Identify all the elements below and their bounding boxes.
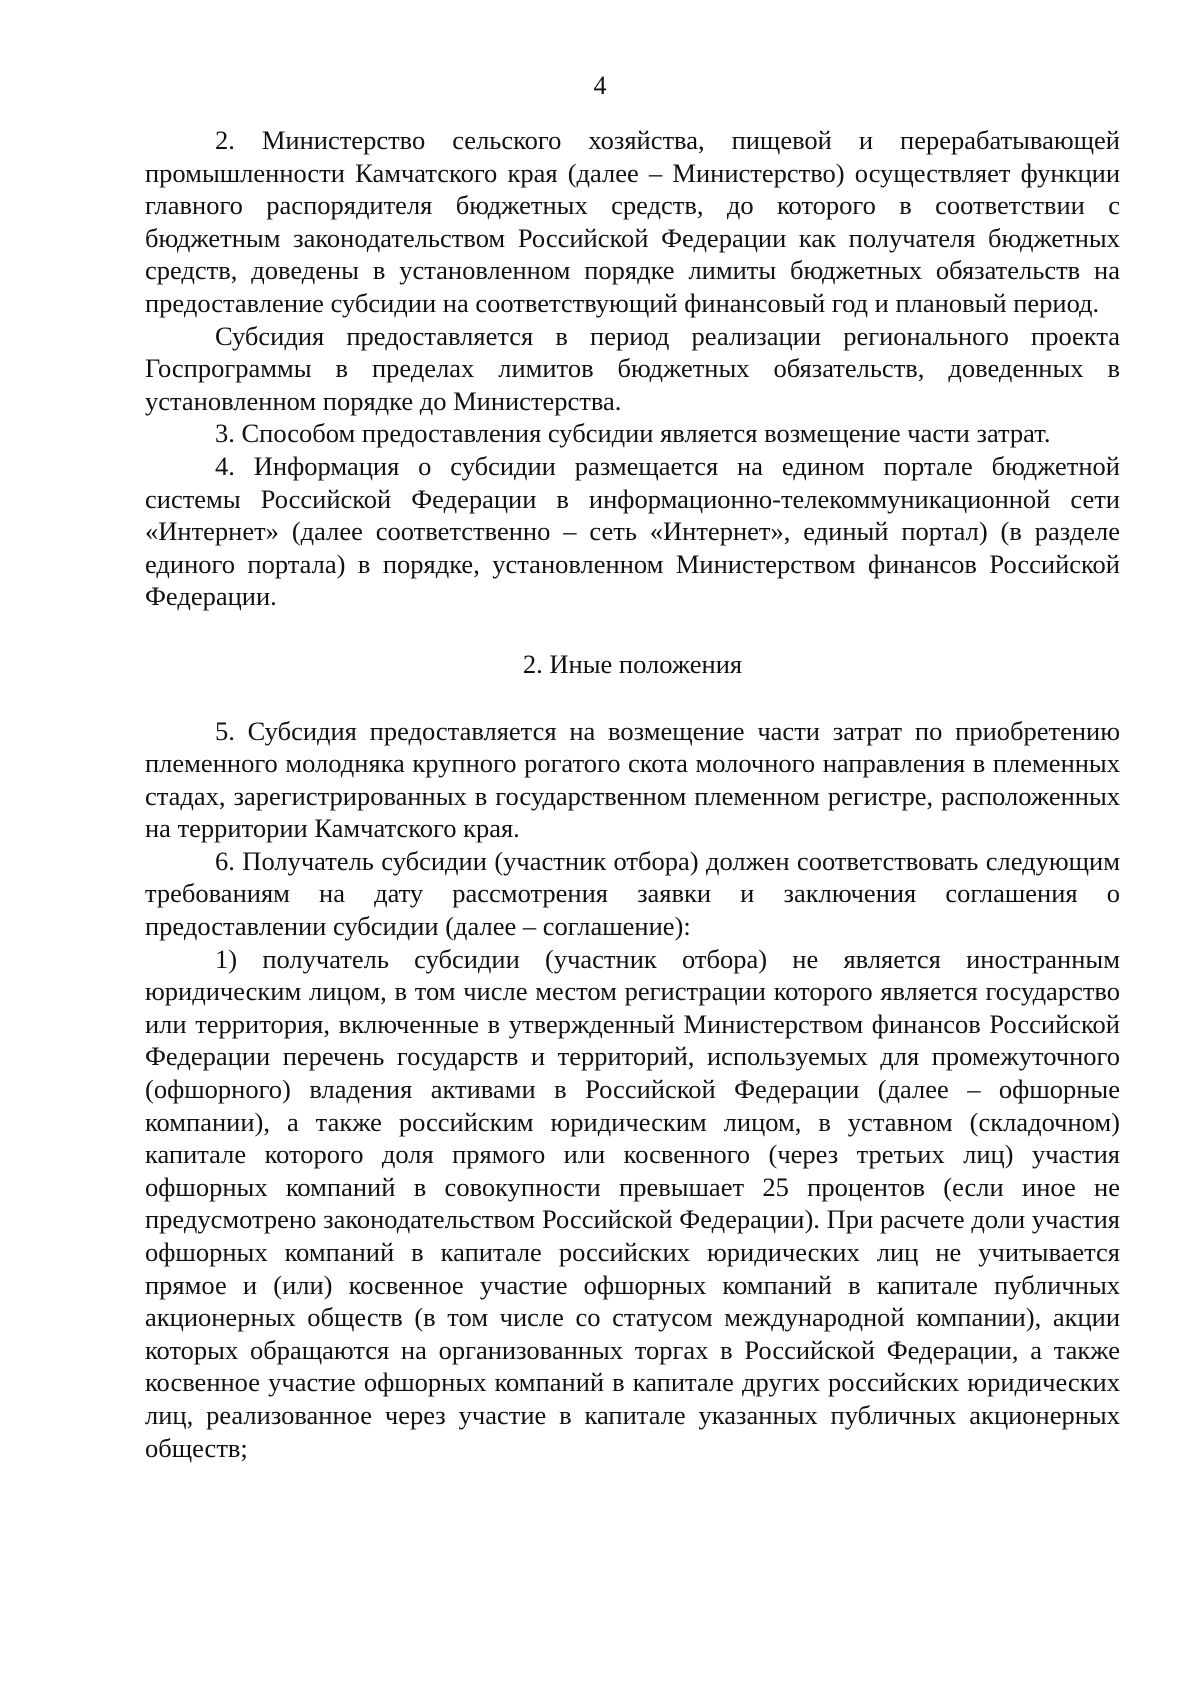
paragraph-3-method: 3. Способом предоставления субсидии является возмещение части затрат. [215,418,1051,449]
document-body [145,124,1120,1464]
page-number: 4 [593,71,607,100]
paragraph-subsidy-period: Субсидия предоставляется в период реализации регионального проекта Госпрограммы в пределах лимитов бюджетных обязательств, доведенных в установленном порядке до Министерства. [145,320,1120,416]
section-heading: 2. Иные положения [522,648,743,679]
paragraph-5-purpose: 5. Субсидия предоставляется на возмещение части затрат по приобретению племенного молодняка крупного рогатого скота молочного направления в племенных стадах, зарегистрированных в государственном племенном регистре, расположенных на территории Камчатского края. [145,715,1120,844]
paragraph-6-requirements: 6. Получатель субсидии (участник отбора) должен соответствовать следующим требованиям на дату рассмотрения заявки и заключения соглашения о предоставлении субсидии (далее – соглашение): [145,845,1120,942]
paragraph-4-information: 4. Информация о субсидии размещается на едином портале бюджетной системы Российской Федерации в информационно-телекоммуникационной сети «Интернет» (далее соответственно – сеть «Интернет», единый портал) (в разделе единого портала) в порядке, установленном Министерством финансов Российской Федерации. [145,450,1120,612]
paragraph-2-ministry: 2. Министерство сельского хозяйства, пищевой и перерабатывающей промышленности Камчатского края (далее – Министерство) осуществляет функции главного распорядителя бюджетных средств, до которого в соответствии с бюджетным законодательством Российской Федерации как получателя бюджетных средств, доведены в установленном порядке лимиты бюджетных обязательств на предоставление субсидии на соответствующий финансовый год и плановый период. [145,125,1120,318]
paragraph-6-1-offshore: 1) получатель субсидии (участник отбора) не является иностранным юридическим лицом, в том числе местом регистрации которого является государство или территория, включенные в утвержденный Министерством финансов Российской Федерации перечень государств и территорий, используемых для промежуточного (офшорного) владения активами в Российской Федерации (далее – офшорные компании), а также российским юридическим лицом, в уставном (складочном) капитале которого доля прямого или косвенного (через третьих лиц) участия офшорных компаний в совокупности превышает 25 процентов (если иное не предусмотрено законодательством Российской Федерации). При расчете доли участия офшорных компаний в капитале российских юридических лиц не учитывается прямое и (или) косвенное участие офшорных компаний в капитале публичных акционерных обществ (в том числе со статусом международной компании), акции которых обращаются на организованных торгах в Российской Федерации, а также косвенное участие офшорных компаний в капитале других российских юридических лиц, реализованное через участие в капитале указанных публичных акционерных обществ; [145,943,1120,1463]
